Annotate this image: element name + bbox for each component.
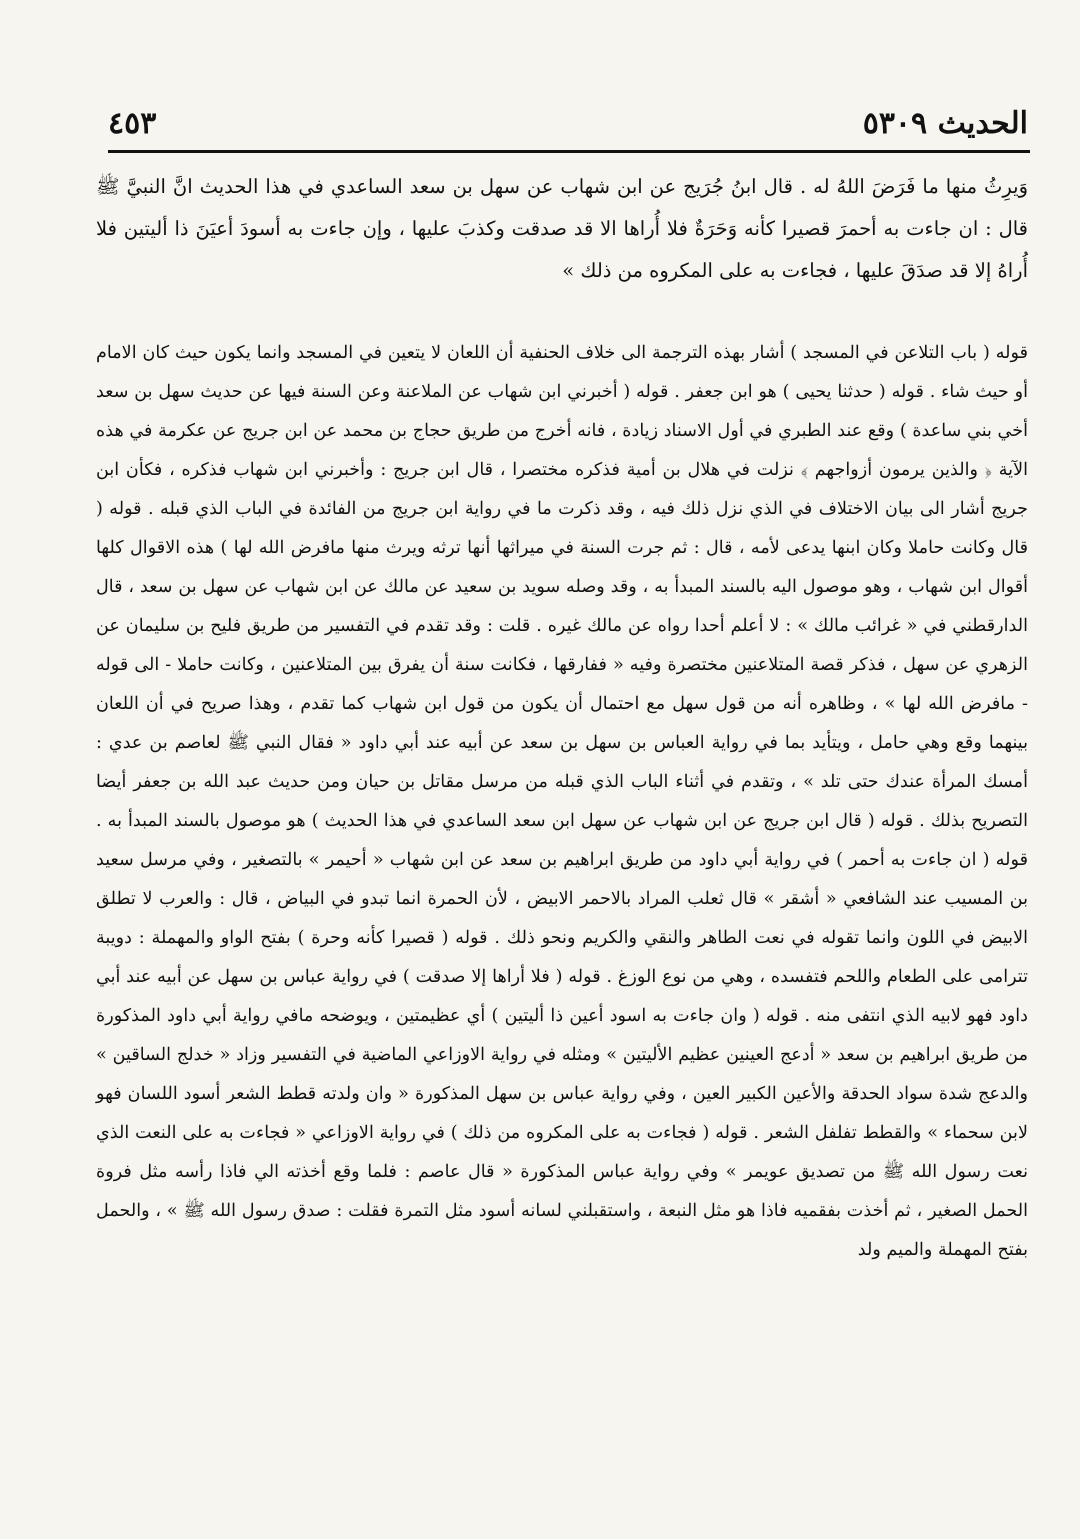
hadith-number-title: الحديث ٥٣٠٩: [862, 105, 1028, 141]
commentary-paragraph: قوله ( باب التلاعن في المسجد ) أشار بهذه الترجمة الى خلاف الحنفية أن اللعان لا يتعين في المسجد وانما يكون حيث كان الامام أو حيث شاء . قوله ( حدثنا يحيى ) هو ابن جعفر . قوله ( أخبرني ابن شهاب عن الملاعنة وعن السنة فيها عن حديث سهل بن سعد أخي بني ساعدة ) وقع عند الطبري في أول الاسناد زيادة ، فانه أخرج من طريق حجاج بن محمد عن ابن جريج عن عكرمة في هذه الآية ﴿ والذين يرمون أزواجهم ﴾ نزلت في هلال بن أمية فذكره مختصرا ، قال ابن جريج : وأخبرني ابن شهاب فذكره ، فكأن ابن جريج أشار الى بيان الاختلاف في الذي نزل ذلك فيه ، وقد ذكرت ما في رواية ابن جريج من الفائدة في الباب الذي قبله . قوله ( قال وكانت حاملا وكان ابنها يدعى لأمه ، قال : ثم جرت السنة في ميراثها أنها ترثه ويرث منها مافرض الله لها ) هذه الاقوال كلها أقوال ابن شهاب ، وهو موصول اليه بالسند المبدأ به ، وقد وصله سويد بن سعيد عن مالك عن ابن شهاب عن سهل بن سعد ، قال الدارقطني في « غرائب مالك » : لا أعلم أحدا رواه عن مالك غيره . قلت : وقد تقدم في التفسير من طريق فليح بن سليمان عن الزهري عن سهل ، فذكر قصة المتلاعنين مختصرة وفيه « ففارقها ، فكانت سنة أن يفرق بين المتلاعنين ، وكانت حاملا - الى قوله - مافرض الله لها » ، وظاهره أنه من قول سهل مع احتمال أن يكون من قول ابن شهاب كما تقدم ، وهذا صريح في أن اللعان بينهما وقع وهي حامل ، ويتأيد بما في رواية العباس بن سهل بن سعد عن أبيه عند أبي داود « فقال النبي ﷺ لعاصم بن عدي : أمسك المرأة عندك حتى تلد » ، وتقدم في أثناء الباب الذي قبله من مرسل مقاتل بن حيان ومن حديث عبد الله بن جعفر أيضا التصريح بذلك . قوله ( قال ابن جريج عن ابن شهاب عن سهل ابن سعد الساعدي في هذا الحديث ) هو موصول بالسند المبدأ به . قوله ( ان جاءت به أحمر ) في رواية أبي داود من طريق ابراهيم بن سعد عن ابن شهاب « أحيمر » بالتصغير ، وفي مرسل سعيد بن المسيب عند الشافعي « أشقر » قال ثعلب المراد بالاحمر الابيض ، لأن الحمرة انما تبدو في البياض ، قال : والعرب لا تطلق الابيض في اللون وانما تقوله في نعت الطاهر والنقي والكريم ونحو ذلك . قوله ( قصيرا كأنه وحرة ) بفتح الواو والمهملة : دويبة تترامى على الطعام واللحم فتفسده ، وهي من نوع الوزغ . قوله ( فلا أراها إلا صدقت ) في رواية عباس بن سهل عن أبيه عند أبي داود فهو لابيه الذي انتفى منه . قوله ( وان جاءت به اسود أعين ذا أليتين ) أي عظيمتين ، ويوضحه مافي رواية أبي داود المذكورة من طريق ابراهيم بن سعد « أدعج العينين عظيم الأليتين » ومثله في رواية الاوزاعي الماضية في التفسير وزاد « خدلج الساقين » والدعج شدة سواد الحدقة والأعين الكبير العين ، وفي رواية عباس بن سهل المذكورة « وان ولدته قطط الشعر أسود اللسان فهو لابن سحماء » والقطط تفلفل الشعر . قوله ( فجاءت به على المكروه من ذلك ) في رواية الاوزاعي « فجاءت به على النعت الذي نعت رسول الله ﷺ من تصديق عويمر » وفي رواية عباس المذكورة « قال عاصم : فلما وقع أخذته الي فاذا رأسه مثل فروة الحمل الصغير ، ثم أخذت بفقميه فاذا هو مثل النبعة ، واستقبلني لسانه أسود مثل التمرة فقلت : صدق رسول الله ﷺ » ، والحمل بفتح المهملة والميم ولد: [96, 343, 1028, 1260]
commentary-block: [96, 334, 1028, 1270]
hadith-paragraph: وَيرِثُ منها ما فَرَضَ اللهُ له . قال ابنُ جُرَيج عن ابن شهاب عن سهل بن سعد الساعدي في هذا الحديث انَّ النبيَّ ﷺ قال : ان جاءت به أحمرَ قصيرا كأنه وَحَرَةٌ فلا أُراها الا قد صدقت وكذبَ عليها ، وإن جاءت به أسودَ أعيَنَ ذا أليتين فلا أُراهُ إلا قد صدَقَ عليها ، فجاءت به على المكروه من ذلك »: [96, 175, 1028, 282]
page-number: ٤٥٣: [108, 105, 157, 141]
hadith-text-block: [96, 166, 1028, 292]
header-divider: [108, 150, 1030, 153]
page-header: [108, 100, 1028, 146]
